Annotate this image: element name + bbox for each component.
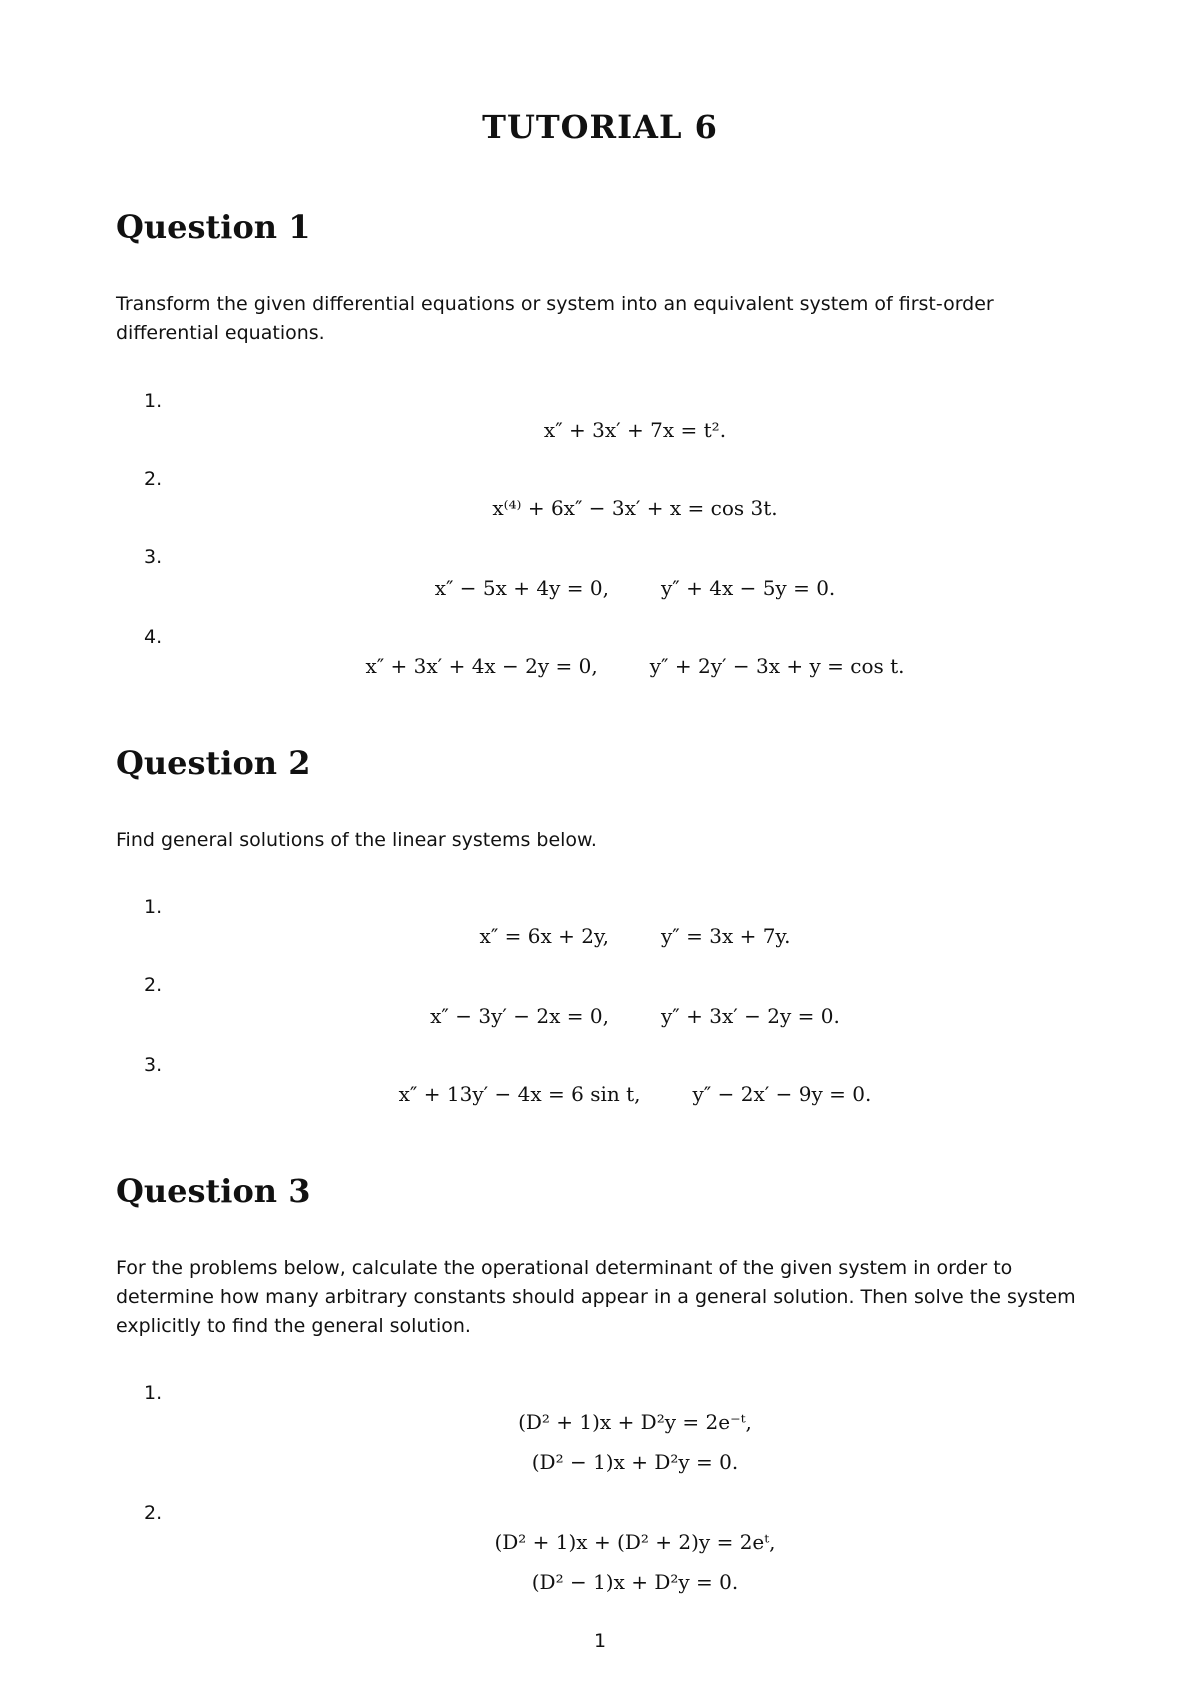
q3-item-2-line-2: (D² − 1)x + D²y = 0. [531,1570,739,1594]
q3-item-1-line-1: (D² + 1)x + D²y = 2e⁻ᵗ, [518,1410,752,1434]
question-2-intro: Find general solutions of the linear systems below. [116,829,597,851]
page-title: TUTORIAL 6 [482,108,718,146]
question-2-heading: Question 2 [116,744,311,782]
q3-item-2-number: 2. [144,1502,163,1524]
q2-item-1-number: 1. [144,896,163,918]
q3-item-1-line-2: (D² − 1)x + D²y = 0. [531,1450,739,1474]
q1-item-1-number: 1. [144,390,163,412]
q2-item-3-equation [0,1082,1200,1106]
q1-item-2-equation: x⁽⁴⁾ + 6x″ − 3x′ + x = cos 3t. [492,496,778,520]
q1-item-4-equation [0,654,1200,678]
q3-item-2-line-1: (D² + 1)x + (D² + 2)y = 2eᵗ, [494,1530,776,1554]
q3-item-1-number: 1. [144,1382,163,1404]
q2-item-3-eq-left: x″ + 13y′ − 4x = 6 sin t, [398,1082,641,1106]
q1-item-4-eq-left: x″ + 3x′ + 4x − 2y = 0, [365,654,598,678]
q1-item-4-eq-right: y″ + 2y′ − 3x + y = cos t. [649,654,905,678]
question-3-heading: Question 3 [116,1172,311,1210]
page-number: 1 [593,1630,607,1652]
q1-item-1-equation: x″ + 3x′ + 7x = t². [543,418,727,442]
q2-item-2-eq-left: x″ − 3y′ − 2x = 0, [430,1004,609,1028]
q1-item-3-eq-left: x″ − 5x + 4y = 0, [434,576,609,600]
q2-item-2-eq-right: y″ + 3x′ − 2y = 0. [660,1004,840,1028]
q2-item-3-eq-right: y″ − 2x′ − 9y = 0. [692,1082,872,1106]
q1-item-3-equation [0,576,1200,600]
q2-item-1-equation [0,924,1200,948]
q1-item-2-number: 2. [144,468,163,490]
q2-item-2-number: 2. [144,974,163,996]
question-3-intro: For the problems below, calculate the operational determinant of the given system in order to determine how many arbitrary constants should appear in a general solution. Then solve the system explicitly to find the general solution. [116,1257,1076,1337]
q2-item-3-number: 3. [144,1054,163,1076]
question-1-heading: Question 1 [116,208,311,246]
q1-item-3-number: 3. [144,546,163,568]
q2-item-1-eq-left: x″ = 6x + 2y, [479,924,609,948]
q1-item-4-number: 4. [144,626,163,648]
question-1-intro: Transform the given differential equations or system into an equivalent system of first-order differential equations. [116,293,994,344]
q2-item-1-eq-right: y″ = 3x + 7y. [660,924,791,948]
q2-item-2-equation [0,1004,1200,1028]
q1-item-3-eq-right: y″ + 4x − 5y = 0. [660,576,836,600]
